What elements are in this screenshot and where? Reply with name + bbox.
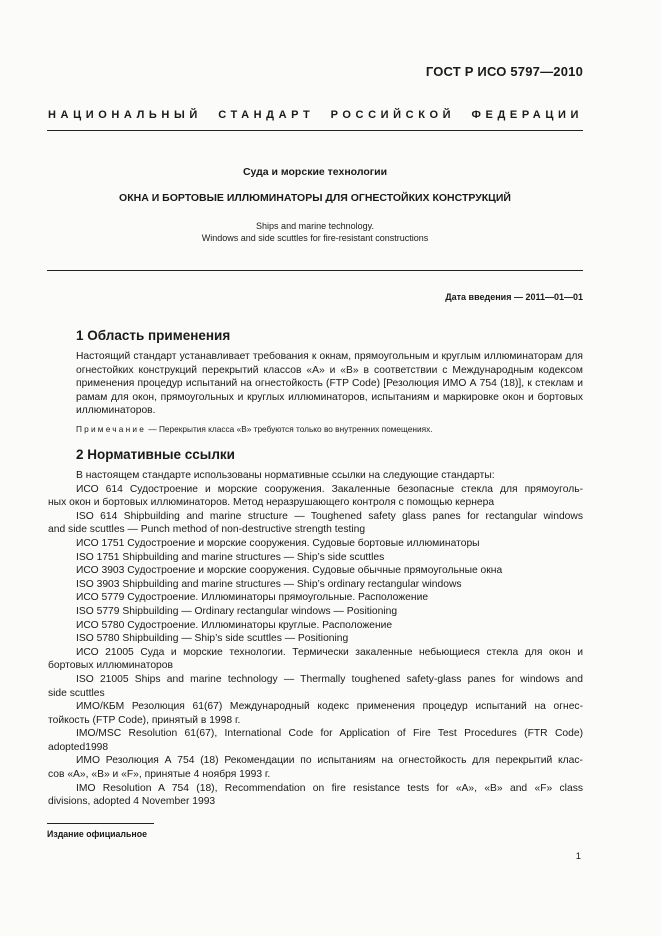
- edition-label: Издание официальное: [47, 829, 147, 839]
- reference-line: ISO 1751 Shipbuilding and marine structures — Ship’s side scuttles: [76, 551, 385, 563]
- header-rule: [47, 130, 583, 131]
- section-2-heading: 2 Нормативные ссылки: [76, 447, 235, 462]
- reference-line-continuation: side scuttles: [48, 687, 105, 699]
- reference-line: ИСО 614 Судостроение и морские сооружения. Закаленные безопасные стекла для прямоуголь-: [76, 483, 583, 495]
- reference-line: ISO 614 Shipbuilding and marine structure — Toughened safety glass panes for rectangular windows: [76, 510, 583, 522]
- introduction-date: Дата введения — 2011—01—01: [445, 292, 583, 302]
- note-text: — Перекрытия класса «В» требуются только во внутренних помещениях.: [146, 424, 433, 434]
- reference-line: ISO 3903 Shipbuilding and marine structures — Ship’s ordinary rectangular windows: [76, 578, 462, 590]
- reference-line: ISO 21005 Ships and marine technology — Thermally toughened safety-glass panes for windows and: [76, 673, 583, 685]
- reference-line: ИСО 3903 Судостроение и морские сооружения. Судовые обычные прямоугольные окна: [76, 565, 503, 577]
- reference-line: ISO 5779 Shipbuilding — Ordinary rectangular windows — Positioning: [76, 605, 398, 617]
- english-title-line-1: Ships and marine technology.: [256, 221, 374, 231]
- reference-line: ИСО 21005 Суда и морские технологии. Термически закаленные небьющиеся стекла для окон и: [76, 646, 583, 658]
- footer-rule: [47, 823, 154, 824]
- gost-code: ГОСТ Р ИСО 5797—2010: [425, 64, 583, 79]
- document-title: ОКНА И БОРТОВЫЕ ИЛЛЮМИНАТОРЫ ДЛЯ ОГНЕСТОЙКИХ КОНСТРУКЦИЙ: [119, 192, 511, 204]
- normative-references-list: [48, 469, 583, 809]
- reference-line: IMO/MSC Resolution 61(67), International Code for Application of Fire Test Procedures (FTR Code): [76, 728, 583, 740]
- note-label: Примечание: [76, 424, 147, 434]
- section-1-heading: 1 Область применения: [76, 328, 231, 343]
- reference-line: ИСО 5779 Судостроение. Иллюминаторы прямоугольные. Расположение: [76, 592, 429, 604]
- document-topic: Суда и морские технологии: [242, 166, 388, 178]
- national-standard-banner: НАЦИОНАЛЬНЫЙ СТАНДАРТ РОССИЙСКОЙ ФЕДЕРАЦИИ: [48, 109, 583, 121]
- reference-line: ИМО/КБМ Резолюция 61(67) Международный кодекс применения процедур испытаний на огнес-: [76, 701, 583, 713]
- reference-line: ИСО 5780 Судостроение. Иллюминаторы круглые. Расположение: [76, 619, 393, 631]
- title-rule: [47, 270, 583, 271]
- section-1-note: [76, 424, 583, 434]
- reference-line: В настоящем стандарте использованы нормативные ссылки на следующие стандарты:: [76, 470, 495, 481]
- section-1-paragraph: Настоящий стандарт устанавливает требования к окнам, прямоугольным и круглым иллюминаторам для огнестойких конструкций перекрытий классов «А» и «В» в соответствии с Международным кодексом применения процедур испытаний на огнестойкость (FTP Code) [Резолюция ИМО А 754 (18)], к стеклам и рамам для окон, прямоугольных и круглых иллюминаторов, испытаниям и маркировке окон и бортовых иллюминаторов.: [76, 351, 583, 417]
- page-number: 1: [575, 851, 581, 862]
- reference-line-continuation: and side scuttles — Punch method of non-destructive strength testing: [48, 524, 366, 536]
- english-title-line-2: Windows and side scuttles for fire-resistant constructions: [201, 233, 429, 243]
- reference-line: IMO Resolution A 754 (18), Recommendation on fire resistance tests for «A», «B» and «F» class: [76, 782, 583, 794]
- reference-line-continuation: adopted1998: [48, 741, 109, 753]
- reference-line-continuation: тойкость (FTP Code), принятый в 1998 г.: [48, 714, 241, 726]
- reference-line-continuation: сов «А», «В» и «F», принятые 4 ноября 1993 г.: [48, 769, 271, 781]
- reference-line: ИМО Резолюция А 754 (18) Рекомендации по испытаниям на огнестойкость для перекрытий клас-: [76, 755, 583, 767]
- reference-line-continuation: ных окон и бортовых иллюминаторов. Метод неразрушающего контроля с помощью кернера: [48, 497, 495, 509]
- reference-line: ISO 5780 Shipbuilding — Ship’s side scuttles — Positioning: [76, 633, 349, 645]
- reference-line-continuation: divisions, adopted 4 November 1993: [48, 796, 216, 808]
- reference-line: ИСО 1751 Судостроение и морские сооружения. Судовые бортовые иллюминаторы: [76, 537, 480, 549]
- reference-line-continuation: бортовых иллюминаторов: [48, 660, 173, 672]
